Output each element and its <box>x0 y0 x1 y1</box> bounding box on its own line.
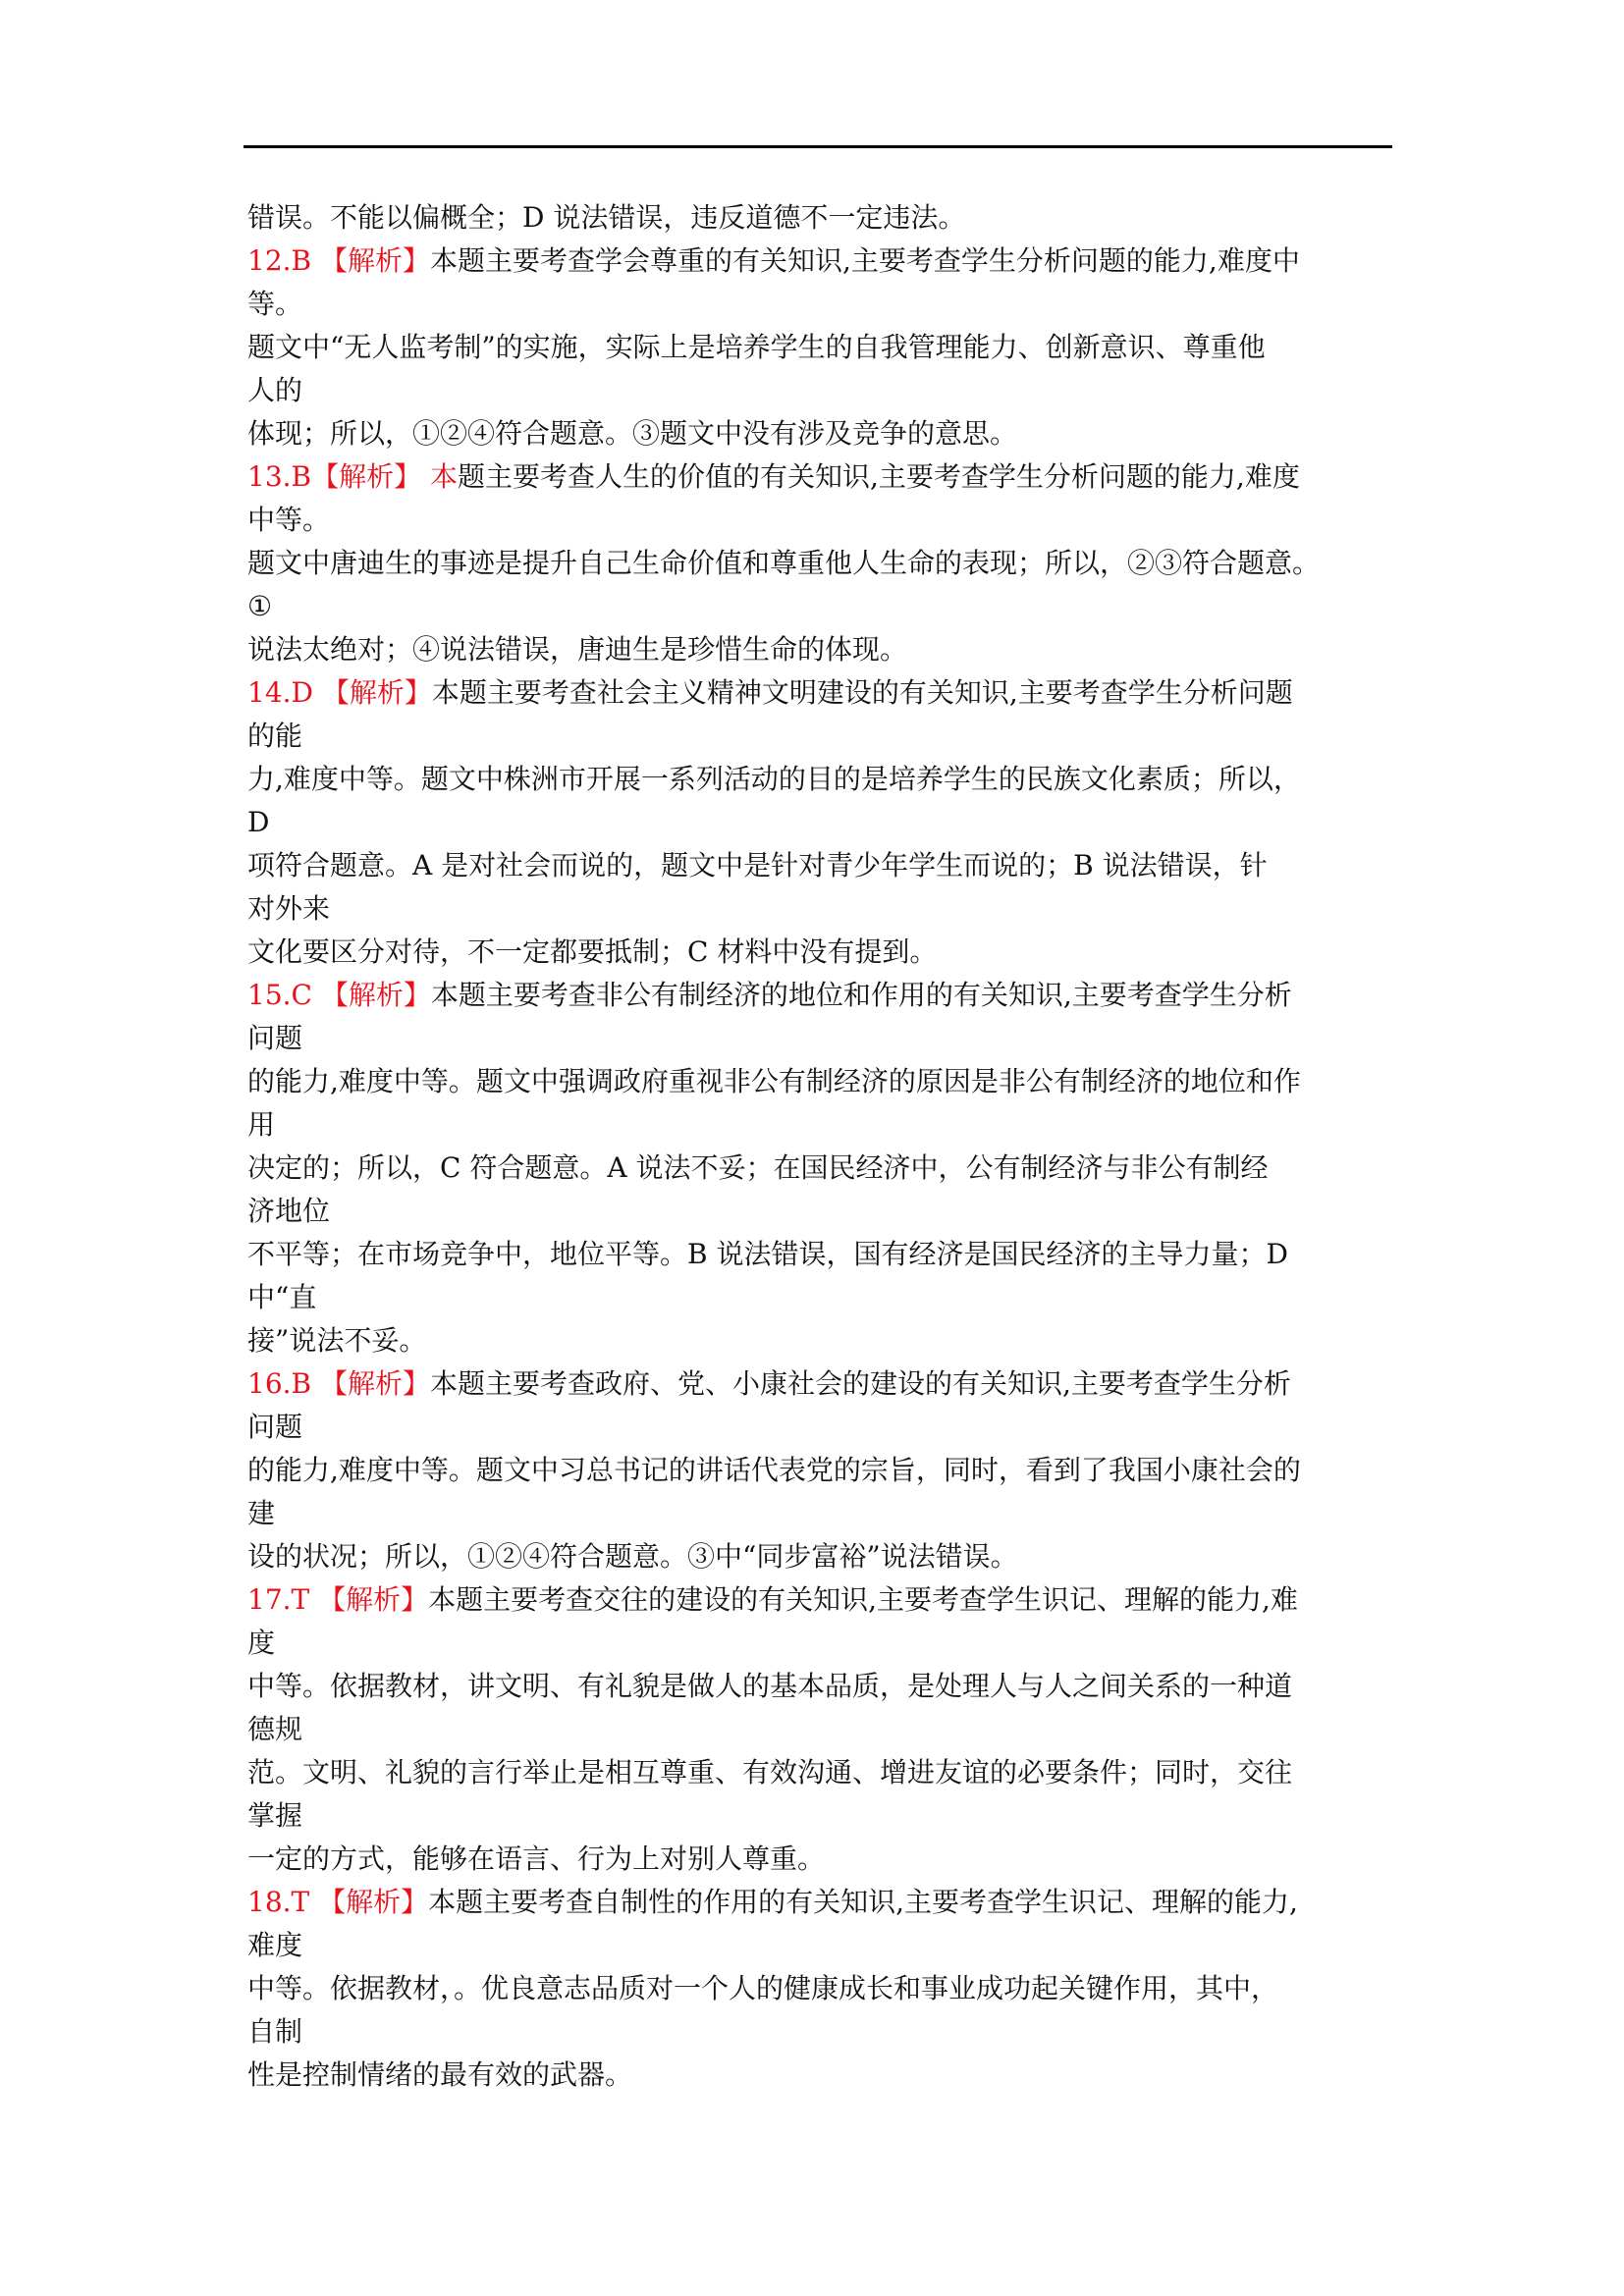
text-line <box>247 499 1392 542</box>
text-line <box>247 1622 1392 1665</box>
line-text: 本题主要考查政府、党、小康社会的建设的有关知识,主要考查学生分析 <box>430 1367 1291 1400</box>
text-line <box>247 1406 1392 1449</box>
line-text: 一定的方式，能够在语言、行为上对别人尊重。 <box>247 1842 826 1875</box>
line-text: 题主要考查人生的价值的有关知识,主要考查学生分析问题的能力,难度 <box>458 460 1300 493</box>
line-text: 力,难度中等。题文中株洲市开展一系列活动的目的是培养学生的民族文化素质；所以， <box>247 763 1301 795</box>
answer-label: 17.T 【解析】 <box>247 1583 429 1616</box>
line-text: 本题主要考查自制性的作用的有关知识,主要考查学生识记、理解的能力, <box>428 1886 1298 1918</box>
line-text: 题文中“无人监考制”的实施，实际上是培养学生的自我管理能力、创新意识、尊重他 <box>247 331 1266 363</box>
line-text: 范。文明、礼貌的言行举止是相互尊重、有效沟通、增进友谊的必要条件；同时，交往 <box>247 1756 1293 1789</box>
line-text: 错误。不能以偏概全；D 说法错误，违反道德不一定违法。 <box>247 201 966 234</box>
line-text: 本题主要考查交往的建设的有关知识,主要考查学生识记、理解的能力,难 <box>428 1583 1298 1616</box>
text-line <box>247 974 1392 1017</box>
line-text: 等。 <box>247 288 303 320</box>
text-line <box>247 1017 1392 1060</box>
text-line <box>247 628 1392 671</box>
answer-label: 12.B 【解析】 <box>247 244 431 277</box>
line-text: D <box>247 806 270 838</box>
line-text: 接”说法不妥。 <box>247 1324 427 1357</box>
text-line <box>247 412 1392 455</box>
text-line <box>247 801 1392 844</box>
answer-label: 13.B【解析】 本 <box>247 460 459 493</box>
line-text: 本题主要考查社会主义精神文明建设的有关知识,主要考查学生分析问题 <box>431 676 1293 709</box>
line-text: 掌握 <box>247 1799 303 1832</box>
line-text: 题文中唐迪生的事迹是提升自己生命价值和尊重他人生命的表现；所以，②③符合题意。 <box>247 547 1321 579</box>
text-line <box>247 758 1392 801</box>
text-line <box>247 1794 1392 1838</box>
text-line <box>247 887 1392 931</box>
line-text: 的能力,难度中等。题文中习总书记的讲话代表党的宗旨，同时，看到了我国小康社会的 <box>247 1454 1301 1486</box>
text-line <box>247 1190 1392 1233</box>
header-rule <box>244 145 1392 148</box>
text-line <box>247 1276 1392 1319</box>
line-text: 用 <box>247 1108 276 1141</box>
line-text: 德规 <box>247 1713 303 1745</box>
answer-label: 16.B 【解析】 <box>247 1367 431 1400</box>
line-text: 中等。依据教材，。优良意志品质对一个人的健康成长和事业成功起关键作用，其中， <box>247 1972 1279 2004</box>
text-line <box>247 196 1392 240</box>
line-text: 的能 <box>247 720 303 752</box>
line-text: 问题 <box>247 1411 303 1443</box>
text-line <box>247 326 1392 369</box>
text-line <box>247 931 1392 974</box>
text-line <box>247 1881 1392 1924</box>
line-text: 不平等；在市场竞争中，地位平等。B 说法错误，国有经济是国民经济的主导力量；D <box>247 1238 1288 1270</box>
text-line <box>247 585 1392 628</box>
line-text: 设的状况；所以，①②④符合题意。③中“同步富裕”说法错误。 <box>247 1540 1018 1573</box>
line-text: 自制 <box>247 2015 303 2048</box>
text-line <box>247 283 1392 326</box>
text-line <box>247 2054 1392 2097</box>
line-text: 中等。依据教材，讲文明、有礼貌是做人的基本品质，是处理人与人之间关系的一种道 <box>247 1670 1293 1702</box>
line-text: 难度 <box>247 1929 303 1961</box>
text-line <box>247 1233 1392 1276</box>
line-text: 中“直 <box>247 1281 317 1313</box>
text-line <box>247 671 1392 715</box>
text-line <box>247 1449 1392 1492</box>
line-text: 说法太绝对；④说法错误，唐迪生是珍惜生命的体现。 <box>247 633 908 666</box>
line-text: 的能力,难度中等。题文中强调政府重视非公有制经济的原因是非公有制经济的地位和作 <box>247 1065 1301 1097</box>
text-line <box>247 1319 1392 1362</box>
text-line <box>247 1147 1392 1190</box>
text-line <box>247 1362 1392 1406</box>
text-line <box>247 1967 1392 2010</box>
text-line <box>247 1751 1392 1794</box>
line-text: 体现；所以，①②④符合题意。③题文中没有涉及竞争的意思。 <box>247 417 1018 450</box>
text-line <box>247 455 1392 499</box>
line-text: 项符合题意。A 是对社会而说的，题文中是针对青少年学生而说的；B 说法错误，针 <box>247 849 1268 881</box>
line-text: 决定的；所以，C 符合题意。A 说法不妥；在国民经济中，公有制经济与非公有制经 <box>247 1151 1269 1184</box>
line-text: 本题主要考查学会尊重的有关知识,主要考查学生分析问题的能力,难度中 <box>430 244 1300 277</box>
line-text: 文化要区分对待，不一定都要抵制；C 材料中没有提到。 <box>247 935 938 968</box>
line-text: 人的 <box>247 374 303 406</box>
line-text: 济地位 <box>247 1195 331 1227</box>
text-line <box>247 240 1392 283</box>
answer-label: 15.C 【解析】 <box>247 979 431 1011</box>
text-line <box>247 1492 1392 1535</box>
text-line <box>247 2010 1392 2054</box>
text-line <box>247 715 1392 758</box>
text-line <box>247 1924 1392 1967</box>
line-text: 对外来 <box>247 892 331 925</box>
line-text: 度 <box>247 1627 276 1659</box>
line-text: ① <box>247 590 273 622</box>
text-line <box>247 1665 1392 1708</box>
answer-explanations <box>247 196 1392 2097</box>
text-line <box>247 1838 1392 1881</box>
text-line <box>247 1578 1392 1622</box>
line-text: 中等。 <box>247 504 331 536</box>
text-line <box>247 542 1392 585</box>
text-line <box>247 1708 1392 1751</box>
answer-label: 18.T 【解析】 <box>247 1886 429 1918</box>
text-line <box>247 1535 1392 1578</box>
line-text: 本题主要考查非公有制经济的地位和作用的有关知识,主要考查学生分析 <box>430 979 1292 1011</box>
line-text: 性是控制情绪的最有效的武器。 <box>247 2058 633 2091</box>
line-text: 建 <box>247 1497 276 1529</box>
text-line <box>247 369 1392 412</box>
text-line <box>247 844 1392 887</box>
text-line <box>247 1103 1392 1147</box>
line-text: 问题 <box>247 1022 303 1054</box>
text-line <box>247 1060 1392 1103</box>
answer-label: 14.D 【解析】 <box>247 676 432 709</box>
